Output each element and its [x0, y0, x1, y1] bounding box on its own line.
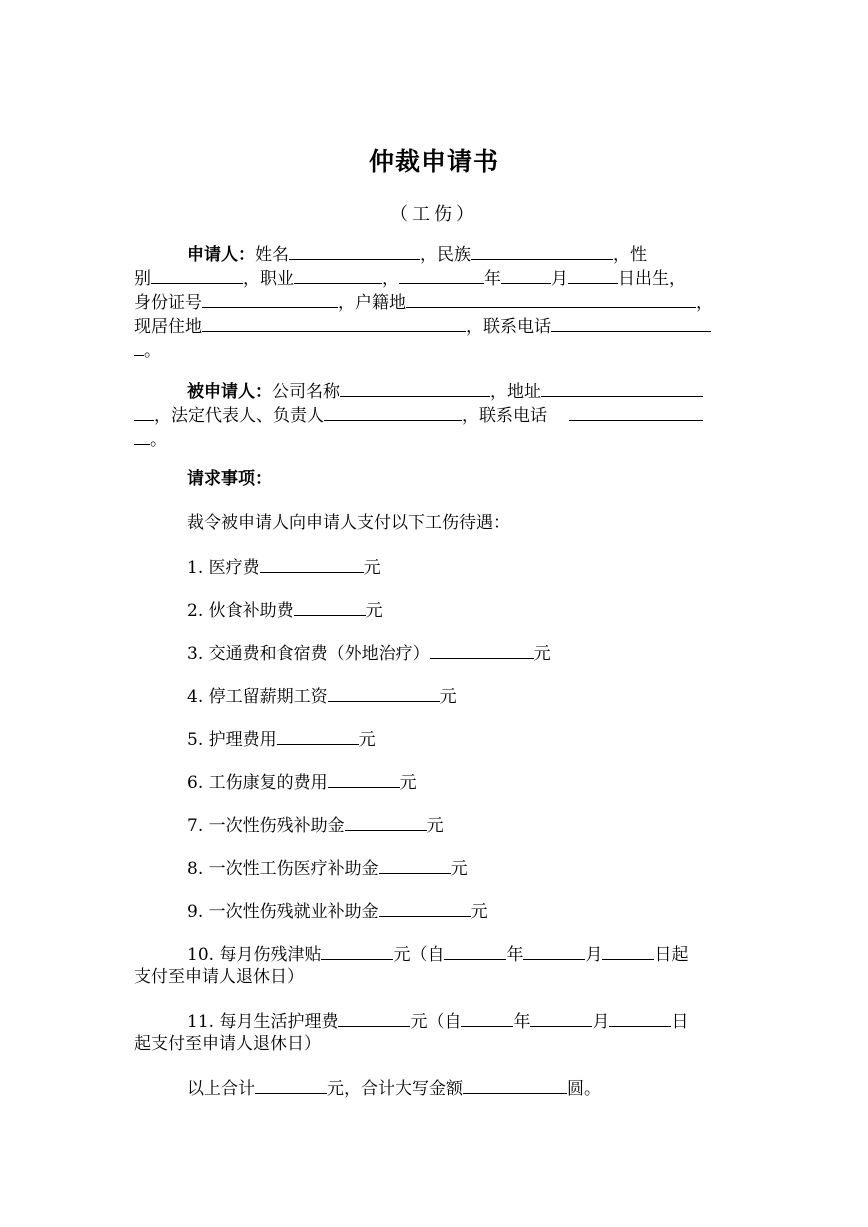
claim-10-amount-blank[interactable] — [321, 942, 393, 960]
applicant-line-2: 别 ，职业 ， 年 月 日出生， — [134, 266, 686, 290]
applicant-phone-blank[interactable] — [551, 314, 711, 332]
respondent-line-1: 被申请人：公司名称 ，地址 — [187, 379, 703, 403]
claim-item-8: 8. 一次性工伤医疗补助金 元 — [187, 856, 468, 880]
respondent-line-2: ，法定代表人、负责人 ，联系电话 — [134, 403, 703, 427]
claim-2-amount-blank[interactable] — [294, 598, 366, 616]
applicant-line-4: 现居住地 ，联系电话 — [134, 314, 711, 338]
claim-6-amount-blank[interactable] — [328, 770, 400, 788]
applicant-hukou-blank[interactable] — [406, 290, 696, 308]
claim-10-day-blank[interactable] — [602, 942, 654, 960]
applicant-phone-blank-cont[interactable] — [134, 338, 144, 356]
respondent-label: 被申请人： — [187, 382, 272, 402]
respondent-line-3: 。 — [134, 427, 167, 451]
claim-4-amount-blank[interactable] — [328, 684, 440, 702]
applicant-residence-blank[interactable] — [202, 314, 466, 332]
applicant-line-1: 申请人：姓名 ，民族 ，性 — [187, 242, 647, 266]
claim-item-2: 2. 伙食补助费 元 — [187, 598, 383, 622]
total-line: 以上合计 元，合计大写金额 圆。 — [187, 1076, 601, 1100]
applicant-name-blank[interactable] — [289, 242, 420, 260]
respondent-phone-blank-cont[interactable] — [134, 427, 150, 445]
claim-item-3: 3. 交通费和食宿费（外地治疗） 元 — [187, 641, 551, 665]
claim-item-11-cont: 起支付至申请人退休日） — [134, 1034, 321, 1054]
claims-heading: 请求事项： — [187, 469, 272, 489]
total-uppercase-blank[interactable] — [463, 1076, 567, 1094]
applicant-birth-day-blank[interactable] — [568, 266, 618, 284]
respondent-address-blank[interactable] — [541, 379, 703, 397]
claim-item-10-cont: 支付至申请人退休日） — [134, 967, 304, 987]
applicant-gender-blank[interactable] — [151, 266, 243, 284]
total-amount-blank[interactable] — [255, 1076, 327, 1094]
claim-item-1: 1. 医疗费 元 — [187, 555, 381, 579]
claim-item-4: 4. 停工留薪期工资 元 — [187, 684, 457, 708]
claim-item-7: 7. 一次性伤残补助金 元 — [187, 813, 444, 837]
claim-item-10: 10. 每月伤残津贴 元（自 年 月 日起 — [187, 942, 688, 966]
claim-10-year-blank[interactable] — [444, 942, 506, 960]
claim-8-amount-blank[interactable] — [379, 856, 451, 874]
applicant-birth-month-blank[interactable] — [501, 266, 551, 284]
claim-5-amount-blank[interactable] — [277, 727, 359, 745]
claim-item-6: 6. 工伤康复的费用 元 — [187, 770, 417, 794]
claim-item-9: 9. 一次性伤残就业补助金 元 — [187, 899, 488, 923]
claim-7-amount-blank[interactable] — [345, 813, 427, 831]
claim-1-amount-blank[interactable] — [260, 555, 364, 573]
claim-11-year-blank[interactable] — [461, 1009, 513, 1027]
respondent-company-blank[interactable] — [340, 379, 490, 397]
respondent-phone-blank[interactable] — [569, 403, 703, 421]
respondent-legal-rep-blank[interactable] — [324, 403, 462, 421]
respondent-address-blank-cont[interactable] — [134, 403, 154, 421]
applicant-occupation-blank[interactable] — [294, 266, 382, 284]
claim-item-5: 5. 护理费用 元 — [187, 727, 376, 751]
applicant-line-5: 。 — [134, 338, 161, 362]
document-subtitle: （工伤） — [390, 204, 478, 225]
claim-item-11: 11. 每月生活护理费 元（自 年 月 日 — [187, 1009, 688, 1033]
claim-9-amount-blank[interactable] — [379, 899, 471, 917]
applicant-birth-year-blank[interactable] — [399, 266, 484, 284]
claim-11-day-blank[interactable] — [609, 1009, 671, 1027]
applicant-label: 申请人： — [187, 245, 255, 265]
claims-intro: 裁令被申请人向申请人支付以下工伤待遇： — [187, 513, 510, 533]
claim-11-amount-blank[interactable] — [338, 1009, 410, 1027]
applicant-ethnicity-blank[interactable] — [471, 242, 613, 260]
applicant-id-blank[interactable] — [202, 290, 338, 308]
claim-10-month-blank[interactable] — [523, 942, 585, 960]
document-title: 仲裁申请书 — [368, 147, 499, 176]
claim-3-amount-blank[interactable] — [430, 641, 534, 659]
claim-11-month-blank[interactable] — [530, 1009, 592, 1027]
applicant-line-3: 身份证号 ，户籍地 ， — [134, 290, 713, 314]
